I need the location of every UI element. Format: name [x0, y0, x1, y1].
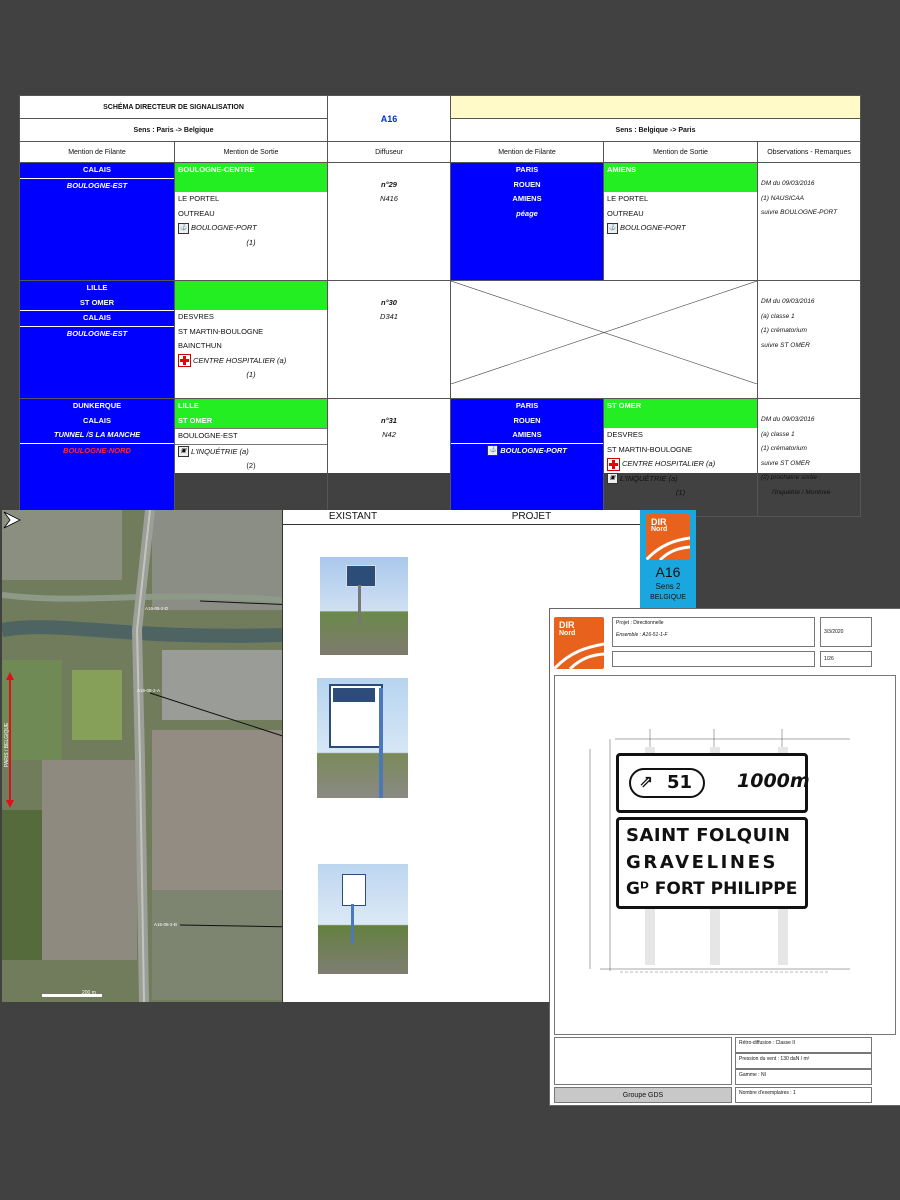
sortie-text: LE PORTEL — [178, 194, 220, 203]
filante-text: BOULOGNE-EST — [20, 326, 174, 342]
direction-text: BELGIQUE — [650, 594, 686, 601]
existing-sign-photo-1 — [320, 557, 408, 655]
sortie-note: (1) — [246, 237, 256, 247]
obs-text: (1) crématorium — [761, 327, 807, 334]
scale-label: 200 m — [82, 990, 96, 996]
col-header: Observations - Remarques — [758, 142, 861, 163]
sortie-text: OUTREAU — [607, 208, 644, 218]
filante-text: CALAIS — [83, 165, 111, 174]
sortie-text: BOULOGNE-PORT — [191, 223, 257, 232]
obs-text: (2) prochaine sortie : — [761, 474, 821, 481]
col-header: Mention de Filante — [20, 142, 175, 163]
sortie-text: CENTRE HOSPITALIER (a) — [193, 355, 287, 365]
obs-text: (1) NAUSICAA — [761, 194, 804, 202]
sortie-text: DESVRES — [178, 312, 214, 321]
port-icon: ⚓ — [487, 445, 498, 456]
filante-text: CALAIS — [20, 310, 174, 326]
sens-label: Sens 2 — [655, 582, 681, 591]
sign-post — [710, 909, 720, 965]
dir-nord-panel — [640, 510, 696, 610]
marker-label: A16-05-2-D — [145, 606, 169, 611]
direction-label: PARIS / BELGIQUE — [4, 722, 10, 768]
sign-plan-sheet — [549, 608, 900, 1106]
reference-text: Ensemble : A16-51-1-F — [616, 632, 668, 638]
sortie-text: BOULOGNE-EST — [175, 428, 327, 444]
sens-paris-belgique: Sens : Paris -> Belgique — [20, 119, 328, 142]
existant-column — [282, 510, 424, 1002]
obs-text: (a) classe 1 — [761, 430, 795, 438]
logo-text: DIR — [559, 620, 575, 630]
port-icon: ⚓ — [607, 223, 618, 234]
project-text: Projet : Directionnelle — [616, 620, 664, 626]
sortie-text: L'INQUÉTRIE (a) — [620, 473, 678, 483]
sortie-note: (2) — [246, 461, 256, 470]
footer-info: Nombre d'exemplaires : 1 — [735, 1087, 872, 1103]
sortie-text: L'INQUÉTRIE (a) — [191, 446, 249, 456]
sortie-note: (1) — [675, 488, 686, 497]
obs-text: DM du 09/03/2016 — [761, 416, 815, 423]
col-header: Mention de Sortie — [175, 142, 328, 163]
obs-text: DM du 09/03/2016 — [761, 298, 815, 305]
route-label: A16 — [655, 564, 681, 580]
destination-text: Gᴰ FORT PHILIPPE — [626, 879, 798, 899]
exit-number: 51 — [667, 772, 693, 793]
filante-text: BOULOGNE-EST — [20, 178, 174, 194]
destination-text: GRAVELINES — [626, 852, 779, 873]
filante-text: ST OMER — [79, 297, 115, 307]
route-label: A16 — [328, 96, 451, 142]
group-label: Groupe GDS — [554, 1087, 732, 1103]
obs-text: suivre BOULOGNE-PORT — [761, 209, 838, 216]
obs-text: DM du 09/03/2016 — [761, 180, 815, 187]
col-header: Diffuseur — [328, 142, 451, 163]
exit-distance: 1000m — [737, 770, 810, 792]
marker-label: A16-08-2-A — [137, 688, 161, 693]
filante-text: PARIS — [515, 401, 539, 410]
obs-text: (1) crématorium — [761, 445, 807, 452]
col-header: Mention de Filante — [451, 142, 604, 163]
sortie-text: BOULOGNE-PORT — [620, 223, 686, 232]
dir-nord-logo — [646, 514, 690, 560]
page-box: 1/26 — [820, 651, 872, 667]
logo-text: Nord — [651, 526, 668, 533]
filante-text: LILLE — [86, 283, 108, 292]
sign-post — [778, 909, 788, 965]
port-icon: ⚓ — [178, 223, 189, 234]
sortie-note: (1) — [246, 370, 256, 379]
filante-text: péage — [516, 208, 538, 218]
filante-text: AMIENS — [512, 194, 542, 203]
obs-text: suivre ST OMER — [761, 459, 810, 467]
sens-belgique-paris: Sens : Belgique -> Paris — [451, 119, 861, 142]
sortie-text: DESVRES — [607, 430, 643, 439]
logo-text: DIR — [651, 517, 667, 527]
sortie-green: ST OMER — [175, 414, 327, 429]
existant-header: EXISTANT — [283, 510, 423, 525]
diffuseur-number: n°30 — [381, 297, 397, 307]
col-header: Mention de Sortie — [604, 142, 758, 163]
sortie-text: CENTRE HOSPITALIER (a) — [622, 459, 716, 468]
existing-sign-photo-3 — [318, 864, 408, 974]
marker-label: A16-08-2-B — [154, 922, 178, 927]
footer-left-box — [554, 1037, 732, 1085]
diffuseur-number: n°31 — [381, 415, 397, 425]
filante-text: BOULOGNE-NORD — [20, 443, 174, 459]
sortie-text: LE PORTEL — [607, 194, 649, 203]
existing-sign-photo-2 — [317, 678, 408, 798]
diffuseur-road: N42 — [382, 430, 396, 439]
obs-text: (a) classe 1 — [761, 312, 795, 320]
diffuseur-number: n°29 — [381, 179, 397, 189]
schema-title: SCHÉMA DIRECTEUR DE SIGNALISATION — [20, 96, 328, 119]
exit-arrow-icon: ⇗ — [639, 772, 654, 792]
sortie-text: BAINCTHUN — [178, 341, 222, 350]
sortie-green: BOULOGNE-CENTRE — [175, 163, 327, 192]
destination-text: SAINT FOLQUIN — [626, 825, 791, 846]
date-box: 3/3/2020 — [820, 617, 872, 647]
diffuseur-road: D341 — [380, 312, 398, 321]
exit-panel — [616, 753, 808, 813]
sortie-green: ST OMER — [604, 399, 757, 428]
filante-text: TUNNEL /S LA MANCHE — [53, 430, 141, 439]
road-logo-icon — [646, 514, 690, 560]
footer-info: Gamme : NI — [735, 1069, 872, 1085]
filante-text: AMIENS — [512, 430, 542, 439]
diffuseur-road: N416 — [380, 194, 398, 203]
sortie-green: AMIENS — [604, 163, 757, 192]
footer-info: Pression du vent : 130 daN / m² — [735, 1053, 872, 1069]
filante-text: CALAIS — [83, 415, 111, 425]
filante-text: PARIS — [515, 165, 539, 174]
logo-text: Nord — [559, 630, 576, 637]
destination-panel — [616, 817, 808, 909]
sortie-text: ST MARTIN-BOULOGNE — [607, 444, 693, 454]
projet-header: PROJET — [423, 510, 640, 525]
sortie-text: ST MARTIN-BOULOGNE — [178, 326, 264, 336]
obs-text: l'Inquétrie / Montove — [772, 488, 831, 496]
filante-text: ROUEN — [513, 179, 541, 189]
sortie-text: OUTREAU — [178, 208, 215, 218]
sign-post — [645, 909, 655, 965]
footer-info: Rétro-diffusion : Classe II — [735, 1037, 872, 1053]
sortie-green: LILLE — [175, 399, 327, 414]
filante-text: DUNKERQUE — [72, 401, 122, 410]
truck-icon: ▣ — [178, 446, 189, 457]
filante-text: ROUEN — [513, 415, 541, 425]
filante-text: BOULOGNE-PORT — [500, 445, 567, 455]
truck-icon: ▣ — [607, 473, 618, 484]
obs-text: suivre ST OMER — [761, 341, 810, 349]
exit-badge — [629, 768, 705, 798]
